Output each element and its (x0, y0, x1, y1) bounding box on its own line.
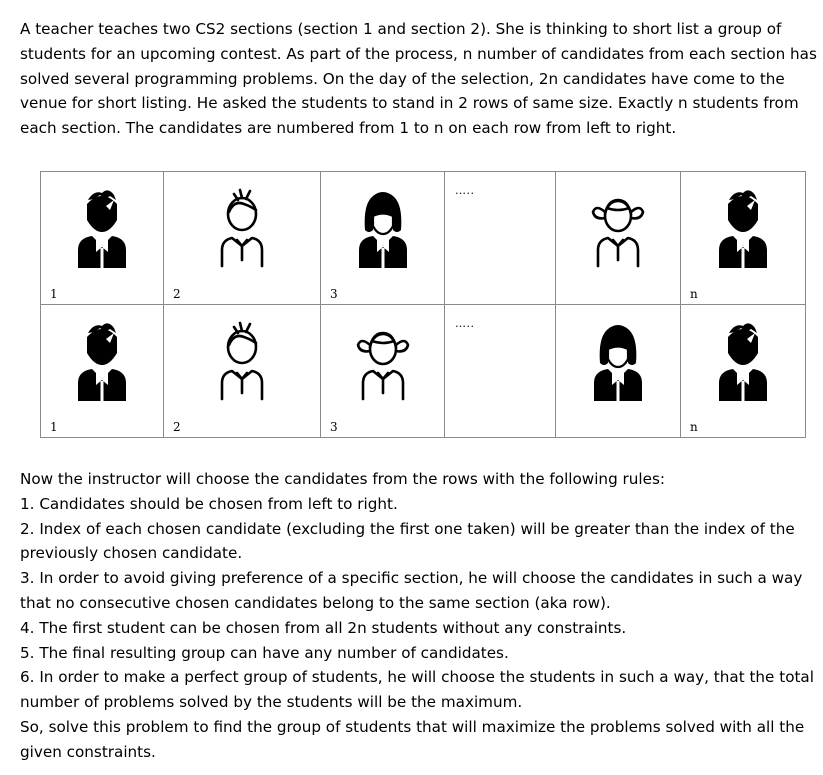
student-cell (164, 172, 321, 305)
rules-line: 2. Index of each chosen candidate (excluding the first one taken) will be greater than the index of the (20, 519, 795, 538)
student-cell (321, 172, 445, 305)
boy-outline-avatar-icon (210, 186, 274, 268)
boy-outline-avatar-icon (210, 319, 274, 401)
student-index: 3 (330, 420, 338, 434)
rules-line: 4. The first student can be chosen from all 2n students without any constraints. (20, 618, 627, 637)
ellipsis: ….. (455, 317, 475, 330)
rules-line: given constraints. (20, 742, 156, 761)
student-rows-figure (40, 171, 806, 438)
rules-line: 6. In order to make a perfect group of students, he will choose the students in such a way, that the total (20, 668, 814, 687)
intro-line: each section. The candidates are numbered from 1 to n on each row from left to right. (20, 119, 677, 138)
student-index: 3 (330, 287, 338, 301)
rules-line: 5. The final resulting group can have any number of candidates. (20, 643, 509, 662)
ellipsis: ….. (455, 184, 475, 197)
rules-line: Now the instructor will choose the candidates from the rows with the following rules: (20, 470, 665, 488)
student-cell (681, 172, 806, 305)
rules-line: previously chosen candidate. (20, 544, 243, 563)
rules-line: 1. Candidates should be chosen from left to right. (20, 494, 398, 513)
section-2-row (41, 305, 806, 438)
intro-line: venue for short listing. He asked the students to stand in 2 rows of same size. Exactly n students from (20, 94, 799, 113)
section-1-row (41, 172, 806, 305)
student-index: n (690, 420, 698, 434)
boy-solid-avatar-icon (70, 319, 134, 401)
rules-line: number of problems solved by the students will be the maximum. (20, 693, 523, 712)
boy-solid-avatar-icon (711, 319, 775, 401)
girl-outline-avatar-icon (586, 186, 650, 268)
ellipsis-cell (445, 305, 556, 438)
student-cell (556, 172, 681, 305)
student-index: 2 (173, 420, 181, 434)
ellipsis-cell (445, 172, 556, 305)
intro-line: solved several programming problems. On the day of the selection, 2n candidates have come to the (20, 69, 785, 88)
student-cell (321, 305, 445, 438)
girl-solid-avatar-icon (586, 319, 650, 401)
student-index: n (690, 287, 698, 301)
boy-solid-avatar-icon (711, 186, 775, 268)
rules-line: that no consecutive chosen candidates belong to the same section (aka row). (20, 593, 611, 612)
boy-solid-avatar-icon (70, 186, 134, 268)
student-cell (41, 305, 164, 438)
rules-line: So, solve this problem to find the group of students that will maximize the problems solved with all the (20, 717, 805, 736)
student-cell (681, 305, 806, 438)
intro-line: A teacher teaches two CS2 sections (section 1 and section 2). She is thinking to short list a group of (20, 20, 782, 38)
girl-outline-avatar-icon (351, 319, 415, 401)
student-index: 1 (50, 420, 58, 434)
rules-line: 3. In order to avoid giving preference of a specific section, he will choose the candidates in such a way (20, 569, 803, 588)
intro-paragraph (20, 17, 815, 141)
girl-solid-avatar-icon (351, 186, 415, 268)
rules-paragraph (20, 467, 815, 765)
student-cell (41, 172, 164, 305)
student-cell (164, 305, 321, 438)
student-cell (556, 305, 681, 438)
student-index: 1 (50, 287, 58, 301)
intro-line: students for an upcoming contest. As part of the process, n number of candidates from each section has (20, 44, 817, 63)
student-index: 2 (173, 287, 181, 301)
